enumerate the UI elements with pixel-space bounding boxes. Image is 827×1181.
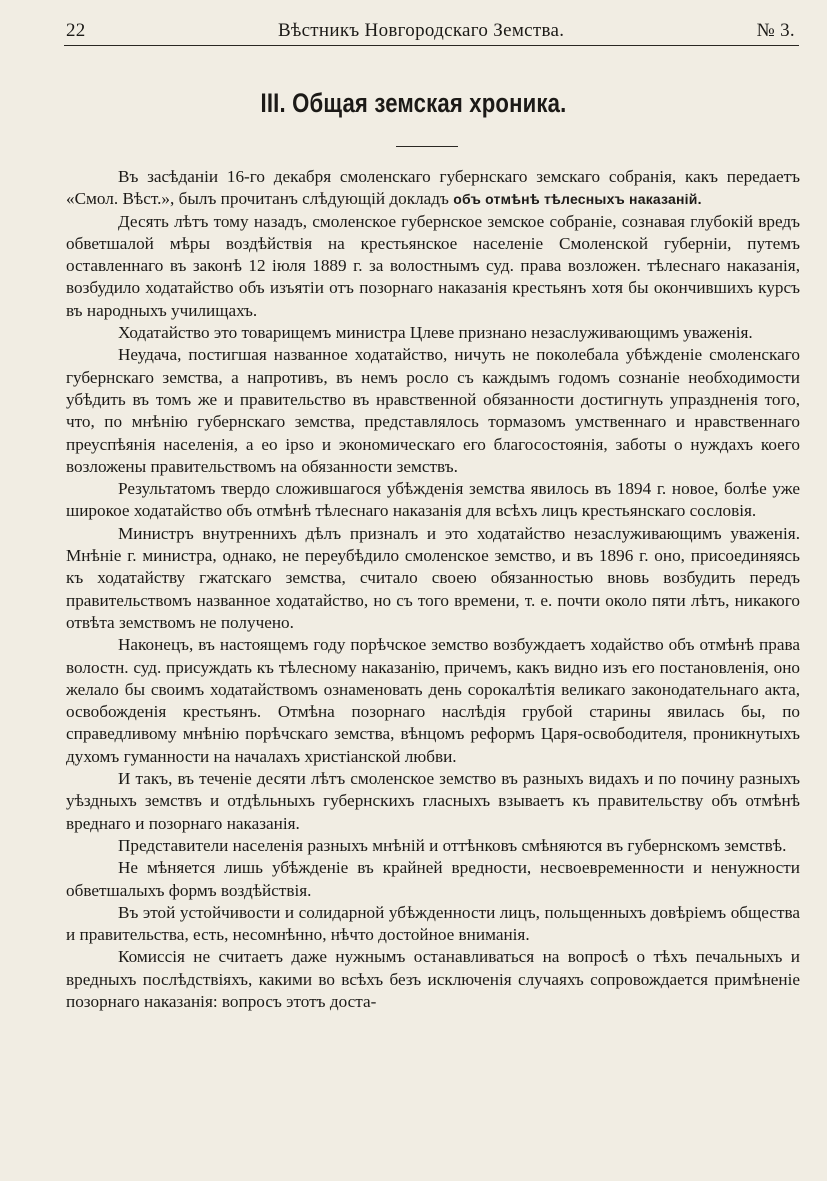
paragraph: Комиссія не считаетъ даже нужнымъ останавливаться на вопросѣ о тѣхъ печальныхъ и вредныхъ послѣдствіяхъ, какими во всѣхъ безъ исключенія случаяхъ сопровождается примѣненіе позорнаго наказанія: вопросъ этотъ доста-	[66, 947, 800, 1011]
paragraph: Неудача, постигшая названное ходатайство, ничуть не поколебала убѣжденіе смоленскаго губернскаго земства, а напротивъ, въ немъ росло съ каждымъ годомъ сознаніе необходимости убѣдить въ томъ же и правительство въ нравственной обязанности достигнуть упраздненія того, что, по мнѣнію губернскаго земства, представлялось тормазомъ умственнаго и нравственнаго преуспѣянія населенія, а eo ipso и экономическаго его благосостоянія, заботы о нуждахъ коего возложены правительствомъ на обязанности земствъ.	[66, 345, 800, 476]
section-title: III. Общая земская хроника.	[260, 88, 567, 118]
paragraph: Въ этой устойчивости и солидарной убѣжденности лицъ, польщенныхъ довѣріемъ общества и правительства, есть, несомнѣнно, нѣчто достойное вниманія.	[66, 902, 800, 945]
paragraph: Министръ внутреннихъ дѣлъ призналъ и это ходатайство незаслуживающимъ уваженія. Мнѣніе г. министра, однако, не переубѣдило смоленское земство, и въ 1896 г. оно, присоединяясь къ ходатайству гжатскаго земства, считало своею обязанностью вновь возбудить передъ правительствомъ названное ходатайство, но съ того времени, т. е. почти около пяти лѣтъ, никакого отвѣта земствомъ не получено.	[66, 523, 800, 632]
title-divider	[396, 146, 458, 147]
issue-number: № 3.	[756, 20, 795, 41]
paragraph: Представители населенія разныхъ мнѣній и оттѣнковъ смѣняются въ губернскомъ земствѣ.	[118, 835, 787, 855]
journal-title: Вѣстникъ Новгородскаго Земства.	[277, 20, 565, 41]
paragraph: Наконецъ, въ настоящемъ году порѣчское земство возбуждаетъ ходайство объ отмѣнѣ права волостн. суд. присуждать къ тѣлесному наказанію, причемъ, какъ видно изъ его постановленія, оно желало бы своимъ ходатайствомъ ознаменовать день сорокалѣтія великаго законодательнаго акта, освобожденія крестьянъ. Отмѣна позорнаго наслѣдія грубой старины явилась бы, по справедливому мнѣнію порѣчскаго земства, вѣнцомъ реформъ Царя-освободителя, проникнутыхъ духомъ гуманности на началахъ христіанской любви.	[66, 635, 800, 766]
page-number: 22	[66, 20, 86, 41]
paragraph: Не мѣняется лишь убѣжденіе въ крайней вредности, несвоевременности и ненужности обветшалыхъ формъ воздѣйствія.	[66, 858, 800, 900]
paragraph-text: Въ засѣданіи 16-го декабря смоленскаго губернскаго земскаго собранія, какъ передаетъ «Смол. Вѣст.», былъ прочитанъ слѣдующій докладъ	[66, 167, 800, 209]
paragraph	[66, 166, 800, 211]
paragraph: Ходатайство это товарищемъ министра Цлеве признано незаслуживающимъ уваженія.	[118, 323, 753, 343]
article-body	[66, 166, 800, 1013]
running-header	[66, 20, 795, 46]
header-divider	[64, 45, 799, 46]
paragraph: И такъ, въ теченіе десяти лѣтъ смоленское земство въ разныхъ видахъ и по почину разныхъ уѣздныхъ земствъ и отдѣльныхъ губернскихъ гласныхъ взываетъ къ правительству объ отмѣнѣ вреднаго и позорнаго наказанія.	[66, 769, 800, 833]
paragraph: Десять лѣтъ тому назадъ, смоленское губернское земское собраніе, сознавая глубокій вредъ обветшалой мѣры воздѣйствія на крестьянское населеніе Смоленской губерніи, путемъ оставленнаго въ законѣ 12 іюля 1889 г. за волостнымъ суд. права возложен. тѣлеснаго наказанія, возбудило ходатайство объ изъятіи отъ позорнаго наказанія крестьянъ хотя бы окончившихъ курсъ въ народныхъ училищахъ.	[66, 211, 800, 320]
emphasized-text: объ отмѣнѣ тѣлесныхъ наказаній.	[453, 191, 702, 208]
paragraph: Результатомъ твердо сложившагося убѣжденія земства явилось въ 1894 г. новое, болѣе уже широкое ходатайство объ отмѣнѣ тѣлеснаго наказанія для всѣхъ лицъ крестьянскаго сословія.	[66, 479, 800, 521]
